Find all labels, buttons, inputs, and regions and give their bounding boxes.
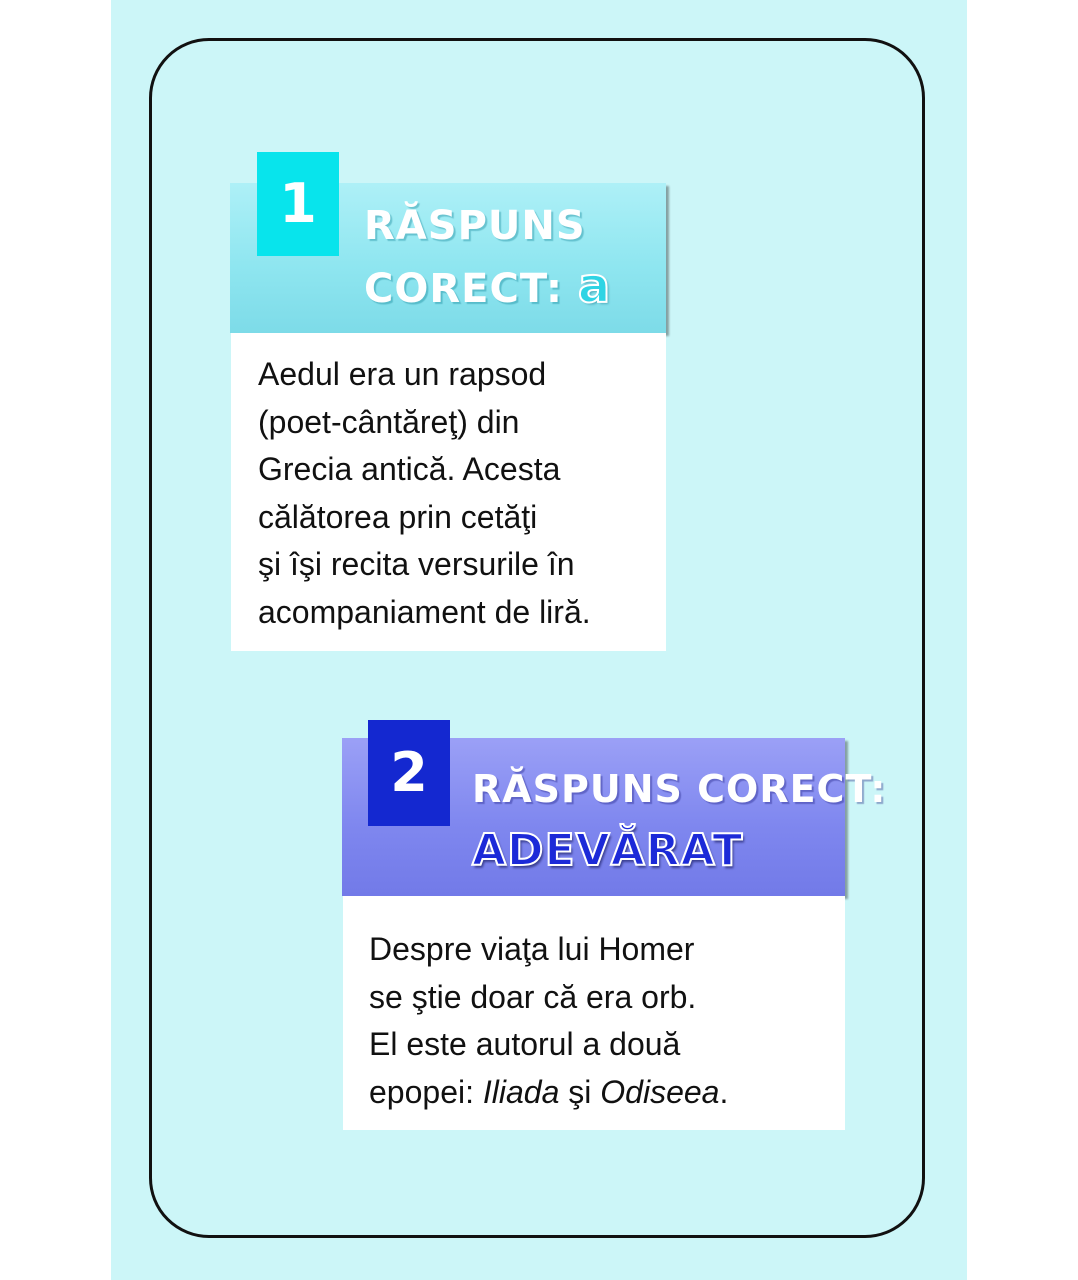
answer-1-title-line-2 [364,256,664,319]
answer-2-text-line: El este autorul a două [369,1026,681,1062]
answer-2-title [472,758,887,883]
answer-1-title-correct-label: CORECT: [364,266,563,312]
answer-1-title [364,196,664,319]
answer-2-text-line: se ştie doar că era orb. [369,978,697,1015]
answer-2-title-answer-line [472,820,842,883]
answer-2-correct-option: ADEVĂRAT [472,825,744,876]
answer-1-explanation [231,333,666,651]
answer-1-text-line: Aedul era un rapsod [258,356,547,392]
answer-1-correct-option: a [577,258,612,314]
answer-2-work-odiseea: Odiseea [600,1073,720,1110]
answer-1-title-line-1: RĂSPUNS [364,203,586,249]
answer-2-work-iliada: Iliada [482,1073,560,1110]
answer-1-text-line: şi îşi recita versurile în [258,546,575,582]
answer-2-last-prefix: epopei: [369,1073,483,1110]
answer-1-text-line: Grecia antică. Acesta [258,451,561,487]
answer-1-text-line: călătorea prin cetăţi [258,498,538,535]
answer-2-text-line: Despre viaţa lui Homer [369,931,695,967]
answer-2-number-badge: 2 [368,720,450,826]
answer-1-text-line: (poet-cântăreţ) din [258,403,520,440]
answer-2-last-suffix: . [719,1073,729,1110]
answer-1-number-badge: 1 [257,152,339,256]
answer-2-explanation [343,896,845,1130]
answer-2-title-label: RĂSPUNS CORECT: [472,767,887,811]
answer-1-text-line: acompaniament de liră. [258,593,591,630]
answer-2-text-line-last [369,1069,845,1117]
answer-2-last-connector: şi [559,1073,601,1110]
